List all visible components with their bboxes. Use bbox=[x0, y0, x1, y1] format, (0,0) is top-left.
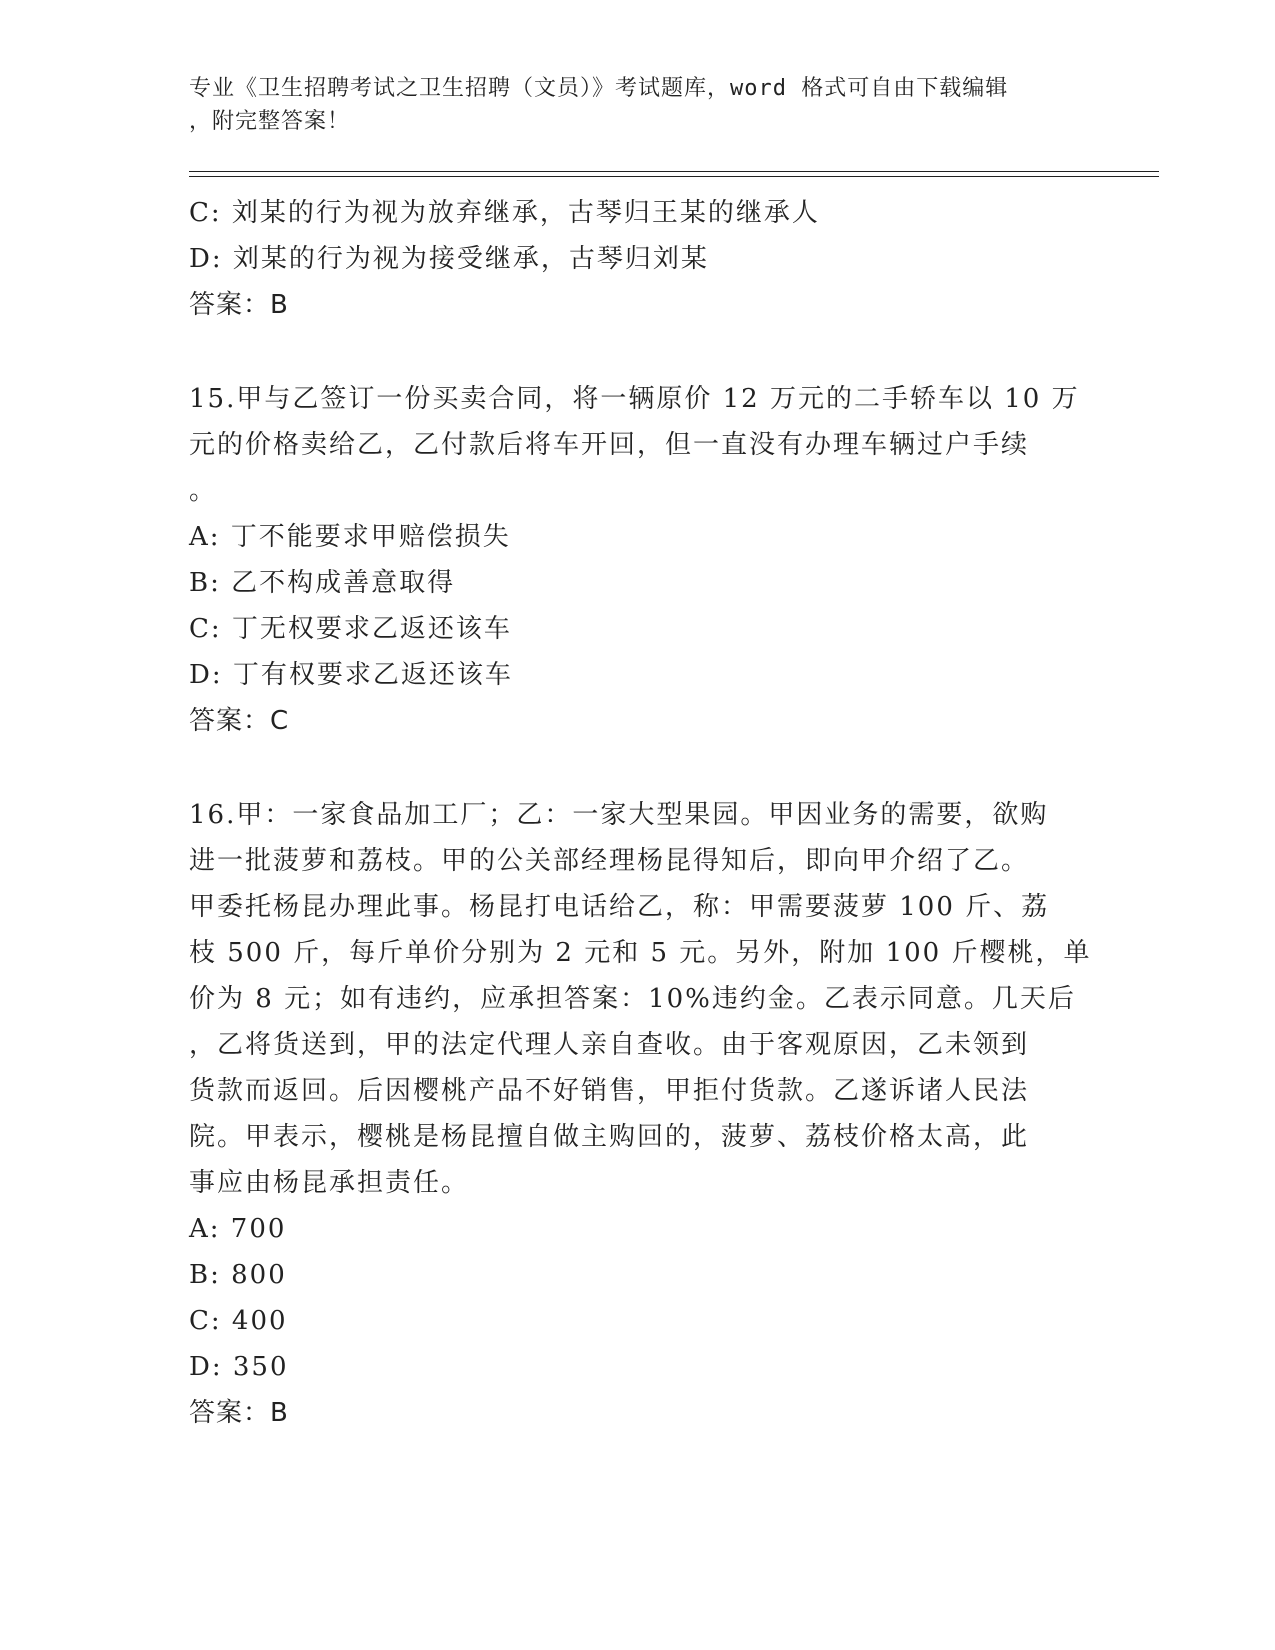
question-gap bbox=[189, 328, 1089, 376]
header-rule-top bbox=[189, 171, 1159, 172]
answer-line: 答案：B bbox=[189, 290, 289, 320]
question-stem-line: 事应由杨昆承担责任。 bbox=[189, 1168, 470, 1198]
answer-line: 答案：B bbox=[189, 1398, 289, 1428]
option-d: D: 350 bbox=[189, 1352, 289, 1382]
option-b: B: 800 bbox=[189, 1260, 287, 1290]
document-header bbox=[189, 72, 1089, 138]
question-stem-line: 16.甲：一家食品加工厂；乙：一家大型果园。甲因业务的需要，欲购 bbox=[189, 800, 1049, 830]
continued-question bbox=[189, 190, 1089, 328]
option-c: C: 刘某的行为视为放弃继承，古琴归王某的继承人 bbox=[189, 198, 820, 228]
question-stem-line: 。 bbox=[189, 476, 218, 506]
option-a: A: 700 bbox=[189, 1214, 287, 1244]
header-rule-bottom bbox=[189, 176, 1159, 177]
question-stem-line: 甲委托杨昆办理此事。杨昆打电话给乙，称：甲需要菠萝 100 斤、荔 bbox=[189, 892, 1050, 922]
question-stem-line: 进一批菠萝和荔枝。甲的公关部经理杨昆得知后，即向甲介绍了乙。 bbox=[189, 846, 1030, 876]
question-stem-line: 货款而返回。后因樱桃产品不好销售，甲拒付货款。乙遂诉诸人民法 bbox=[189, 1076, 1030, 1106]
header-line-2: ，附完整答案！ bbox=[189, 109, 351, 134]
question-stem-line: 元的价格卖给乙，乙付款后将车开回，但一直没有办理车辆过户手续 bbox=[189, 430, 1030, 460]
question-content bbox=[189, 190, 1092, 1436]
question-stem-line: 院。甲表示，樱桃是杨昆擅自做主购回的，菠萝、荔枝价格太高，此 bbox=[189, 1122, 1030, 1152]
question-stem-line: 15.甲与乙签订一份买卖合同，将一辆原价 12 万元的二手轿车以 10 万 bbox=[189, 384, 1080, 414]
option-b: B: 乙不构成善意取得 bbox=[189, 568, 456, 598]
option-d: D: 丁有权要求乙返还该车 bbox=[189, 660, 513, 690]
question-stem-line: ，乙将货送到，甲的法定代理人亲自查收。由于客观原因，乙未领到 bbox=[189, 1030, 1030, 1060]
header-line-1: 专业《卫生招聘考试之卫生招聘（文员）》考试题库，word 格式可自由下载编辑 bbox=[189, 76, 1009, 101]
question-stem-line: 枝 500 斤，每斤单价分别为 2 元和 5 元。另外，附加 100 斤樱桃，单 bbox=[189, 938, 1092, 968]
option-a: A: 丁不能要求甲赔偿损失 bbox=[189, 522, 511, 552]
question-16 bbox=[189, 792, 1092, 1436]
option-c: C: 400 bbox=[189, 1306, 288, 1336]
question-gap bbox=[189, 744, 1089, 792]
option-d: D: 刘某的行为视为接受继承，古琴归刘某 bbox=[189, 244, 709, 274]
answer-line: 答案：C bbox=[189, 706, 290, 736]
question-15 bbox=[189, 376, 1089, 744]
option-c: C: 丁无权要求乙返还该车 bbox=[189, 614, 512, 644]
question-stem-line: 价为 8 元；如有违约，应承担答案：10%违约金。乙表示同意。几天后 bbox=[189, 984, 1076, 1014]
